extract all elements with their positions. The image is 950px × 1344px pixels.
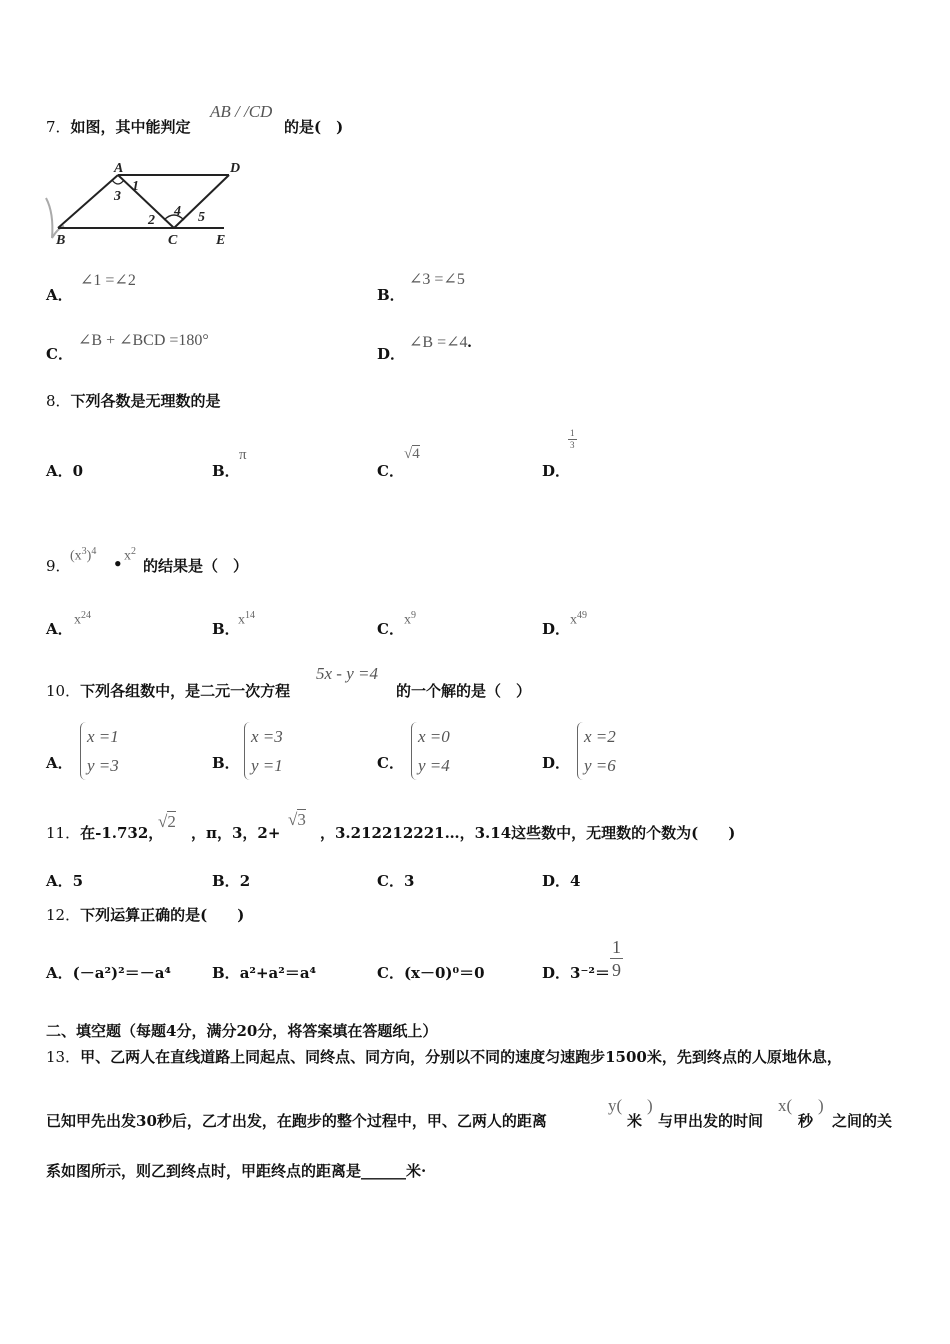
q10-option-b-line1: x =3 xyxy=(251,727,283,746)
q10-option-b-system xyxy=(244,722,283,780)
q9-option-b-base: x xyxy=(238,612,245,628)
q7-option-b: ∠3 =∠5 xyxy=(409,271,465,288)
figure-smudge xyxy=(46,198,64,238)
q11-option-c[interactable] xyxy=(377,870,414,891)
q12-option-c-content: (x－0)⁰＝0 xyxy=(403,964,485,982)
q8-option-b: π xyxy=(239,447,247,463)
q11-option-c-letter: C． xyxy=(377,872,404,890)
q7-number: 7． xyxy=(46,118,71,136)
q11-sqrt3-radicand: 3 xyxy=(297,810,306,829)
q9-exp3: 2 xyxy=(131,546,136,557)
q11-option-d-letter: D． xyxy=(542,872,571,890)
q9-option-c-letter[interactable]: C． xyxy=(377,620,404,638)
q13-y-unit: 米 xyxy=(627,1112,643,1130)
q8-option-a-letter: A． xyxy=(46,462,73,480)
q8-option-c-radicand: 4 xyxy=(412,446,420,462)
q13-x-var: x( xyxy=(778,1096,793,1115)
q7-text-after: 的是( ) xyxy=(284,118,344,136)
q11-option-b[interactable] xyxy=(212,870,250,891)
q8-option-a-content: 0 xyxy=(72,462,84,480)
q13-line2a: 已知甲先出发30秒后，乙才出发，在跑步的整个过程中，甲、乙两人的距离 xyxy=(46,1112,547,1130)
angle-arc-A xyxy=(112,180,124,184)
label-3: 3 xyxy=(114,189,121,204)
q12-option-a[interactable] xyxy=(46,962,171,983)
label-5: 5 xyxy=(198,210,205,225)
q10-option-c-line1: x =0 xyxy=(418,727,450,746)
q10-option-a-system xyxy=(80,722,119,780)
q8-option-d-num: 1 xyxy=(570,428,575,438)
q11-stem xyxy=(46,822,163,843)
q12-stem xyxy=(46,904,244,925)
q13-line1 xyxy=(46,1046,842,1067)
q11-part2: ，π，3，2+ xyxy=(191,824,281,842)
q7-option-d-content: ∠B =∠4 xyxy=(409,334,468,351)
q10-option-a-line1: x =1 xyxy=(87,727,119,746)
q7-option-b-letter[interactable]: B． xyxy=(377,286,405,304)
q12-option-d-den: 9 xyxy=(612,960,621,980)
q11-sqrt2-radicand: 2 xyxy=(167,812,176,831)
q10-option-b-line2: y =1 xyxy=(251,756,283,775)
q9-expr2 xyxy=(124,546,136,565)
q11-option-d-content: 4 xyxy=(570,872,581,890)
q7-option-d-tail: . xyxy=(467,334,472,351)
line-BA xyxy=(58,175,118,228)
q8-stem xyxy=(46,390,221,411)
q11-sqrt3: √3 xyxy=(288,810,306,829)
q11-option-a[interactable] xyxy=(46,870,83,891)
q10-option-a-line2: y =3 xyxy=(87,756,119,775)
q13-y-close: ) xyxy=(647,1096,653,1115)
q9-option-d-base: x xyxy=(570,612,577,628)
q11-option-d[interactable] xyxy=(542,870,580,891)
q7-option-d-letter[interactable]: D． xyxy=(377,345,406,363)
q9-option-b xyxy=(238,610,255,629)
q11-sqrt2: √2 xyxy=(158,812,176,831)
q12-option-c-letter: C． xyxy=(377,964,404,982)
q9-option-c-base: x xyxy=(404,612,411,628)
q10-stem xyxy=(46,680,290,701)
q10-text-before: 下列各组数中，是二元一次方程 xyxy=(80,682,291,700)
line-AC xyxy=(118,175,174,228)
q12-option-b[interactable] xyxy=(212,962,316,983)
q10-number: 10． xyxy=(46,682,81,700)
q11-part3: ，3.212212221…，3.14这些数中，无理数的个数为( ) xyxy=(320,824,736,842)
q8-option-d-letter[interactable]: D． xyxy=(542,462,571,480)
q12-option-b-letter: B． xyxy=(212,964,240,982)
q10-option-d-system xyxy=(577,722,616,780)
q12-option-d[interactable] xyxy=(542,962,610,983)
q13-line2b: 与甲出发的时间 xyxy=(658,1112,764,1130)
q9-text-after: 的结果是（ ） xyxy=(143,557,249,575)
q10-text-after: 的一个解的是（ ） xyxy=(396,682,532,700)
q9-option-c-exp: 9 xyxy=(411,610,416,621)
section2-title: 二、填空题（每题4分，满分20分，将答案填在答题纸上） xyxy=(46,1022,438,1040)
q13-x-close: ) xyxy=(818,1096,824,1115)
q12-option-a-content: (－a²)²＝－a⁴ xyxy=(72,964,171,982)
label-C: C xyxy=(168,233,178,248)
q12-option-d-num: 1 xyxy=(612,937,621,957)
label-2: 2 xyxy=(148,213,155,228)
q12-option-c[interactable] xyxy=(377,962,485,983)
q9-expr xyxy=(70,546,96,565)
q11-option-b-letter: B． xyxy=(212,872,240,890)
label-4: 4 xyxy=(174,204,181,219)
q7-option-c-letter[interactable]: C． xyxy=(46,345,73,363)
q13-line3: 系如图所示，则乙到终点时，甲距终点的距离是______米· xyxy=(46,1162,427,1180)
q12-option-d-fraction xyxy=(610,936,623,981)
q10-option-b-letter[interactable]: B． xyxy=(212,754,240,772)
q10-option-a-letter[interactable]: A． xyxy=(46,754,73,772)
q12-option-b-content: a²+a²＝a⁴ xyxy=(239,964,317,982)
q12-number: 12． xyxy=(46,906,81,924)
q9-option-d xyxy=(570,610,587,629)
q12-option-d-content: 3⁻²＝ xyxy=(570,964,610,982)
q9-option-d-letter[interactable]: D． xyxy=(542,620,571,638)
label-A: A xyxy=(114,161,124,176)
q10-option-c-line2: y =4 xyxy=(418,756,450,775)
q9-dot: • xyxy=(113,555,123,573)
q11-option-b-content: 2 xyxy=(239,872,251,890)
label-E: E xyxy=(216,233,226,248)
q10-option-d-line2: y =6 xyxy=(584,756,616,775)
q12-option-d-letter: D． xyxy=(542,964,571,982)
q11-option-a-letter: A． xyxy=(46,872,73,890)
q9-option-b-letter[interactable]: B． xyxy=(212,620,240,638)
q10-option-d-letter[interactable]: D． xyxy=(542,754,571,772)
q9-number: 9． xyxy=(46,557,71,575)
q11-part1: 在-1.732， xyxy=(80,824,164,842)
q9-option-a-exp: 24 xyxy=(81,610,91,621)
q9-option-c xyxy=(404,610,416,629)
q8-option-a[interactable] xyxy=(46,460,83,481)
q9-option-a xyxy=(74,610,91,629)
q9-base1: (x xyxy=(70,548,82,564)
q7-option-c: ∠B + ∠BCD =180° xyxy=(78,332,209,349)
q11-option-a-content: 5 xyxy=(72,872,84,890)
q13-number: 13． xyxy=(46,1048,81,1066)
q8-option-b-letter[interactable]: B． xyxy=(212,462,240,480)
q8-option-d-den: 3 xyxy=(570,440,575,450)
q9-exp1: 3 xyxy=(81,546,87,557)
q9-option-b-exp: 14 xyxy=(245,610,255,621)
q7-option-a-letter[interactable]: A． xyxy=(46,286,73,304)
q13-y-var: y( xyxy=(608,1096,623,1115)
label-D: D xyxy=(230,161,241,176)
q8-option-c-letter[interactable]: C． xyxy=(377,462,404,480)
label-1: 1 xyxy=(132,179,139,194)
q7-text-before: 如图，其中能判定 xyxy=(70,118,191,136)
q8-option-c: √4 xyxy=(404,446,420,462)
q8-number: 8． xyxy=(46,392,71,410)
q7-stem xyxy=(46,116,191,137)
q7-figure xyxy=(44,158,250,248)
q11-number: 11． xyxy=(46,824,81,842)
q9-base2: x xyxy=(124,548,131,564)
q10-expr: 5x - y =4 xyxy=(316,664,378,683)
q9-option-d-exp: 49 xyxy=(577,610,587,621)
q10-option-d-line1: x =2 xyxy=(584,727,616,746)
q9-option-a-letter[interactable]: A． xyxy=(46,620,73,638)
q10-option-c-system xyxy=(411,722,450,780)
q9-close: ) xyxy=(86,548,92,564)
q8-text: 下列各数是无理数的是 xyxy=(70,392,221,410)
q7-option-d xyxy=(409,332,472,352)
q11-option-c-content: 3 xyxy=(403,872,415,890)
q12-option-a-letter: A． xyxy=(46,964,73,982)
q7-option-a: ∠1 =∠2 xyxy=(80,272,136,289)
q9-option-a-base: x xyxy=(74,612,81,628)
q7-expr: AB / /CD xyxy=(210,102,273,121)
q10-option-c-letter[interactable]: C． xyxy=(377,754,404,772)
q13-line1-text: 甲、乙两人在直线道路上同起点、同终点、同方向，分别以不同的速度匀速跑步1500米，先到终点的人原地休息， xyxy=(80,1048,842,1066)
q9-exp2: 4 xyxy=(91,546,97,557)
q13-x-unit: 秒 xyxy=(798,1112,814,1130)
q8-option-d xyxy=(568,428,577,451)
label-B: B xyxy=(56,233,66,248)
q13-line2c: 之间的关 xyxy=(832,1112,893,1130)
q12-text: 下列运算正确的是( ) xyxy=(80,906,245,924)
